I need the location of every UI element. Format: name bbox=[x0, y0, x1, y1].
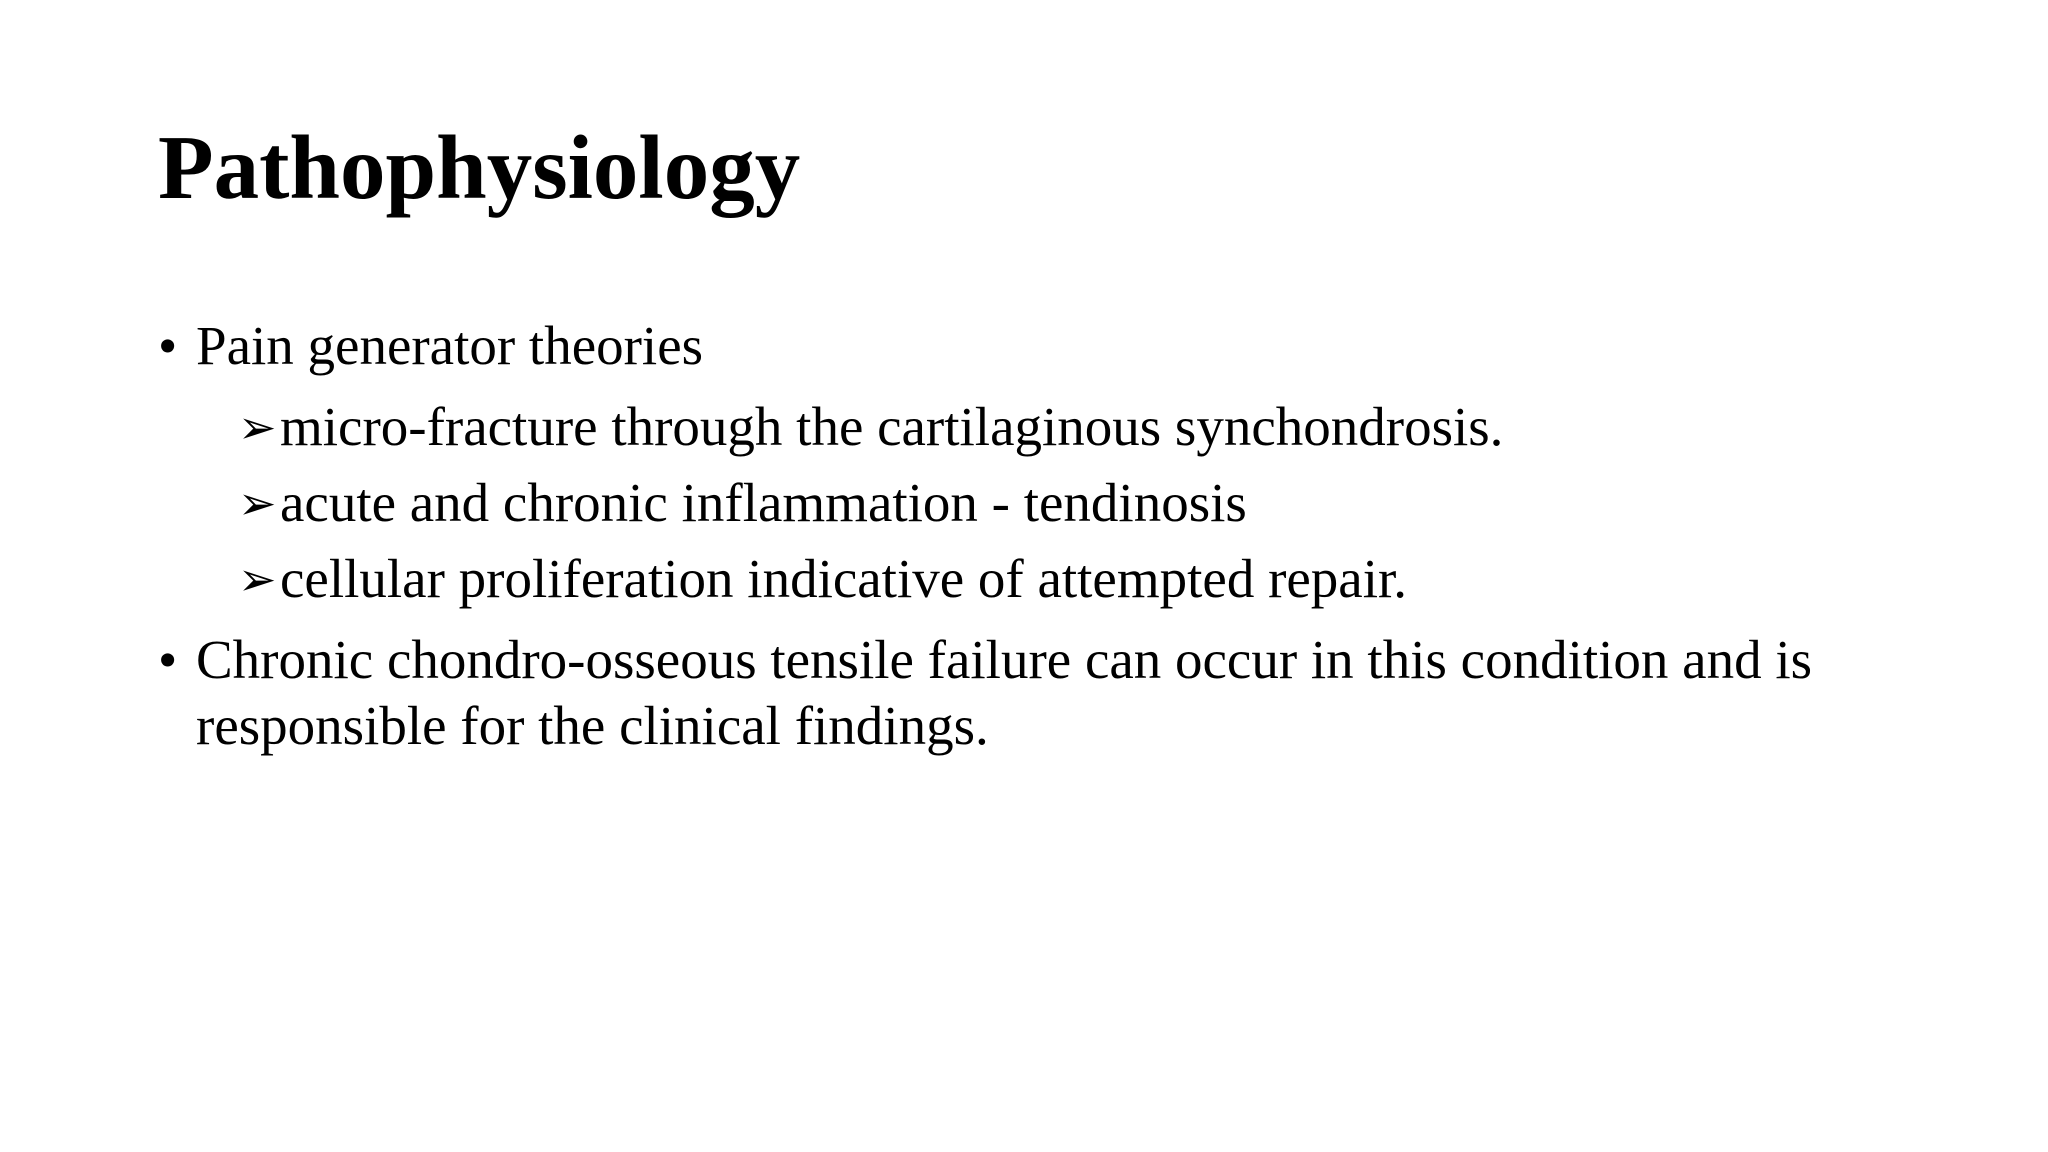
sub-bullet-item bbox=[158, 389, 1898, 465]
bullet-text: Chronic chondro-osseous tensile failure can occur in this condition and is responsible for the clinical findings. bbox=[196, 629, 1813, 756]
sub-bullet-text: micro-fracture through the cartilaginous synchondrosis. bbox=[280, 396, 1504, 457]
sub-bullet-item bbox=[158, 465, 1898, 541]
bullet-item bbox=[158, 627, 1898, 759]
bullet-marker: • bbox=[158, 315, 178, 376]
slide-title: Pathophysiology bbox=[158, 117, 801, 218]
sub-bullet-text: cellular proliferation indicative of attempted repair. bbox=[280, 548, 1408, 609]
bullet-item bbox=[158, 313, 1898, 379]
slide-content bbox=[158, 313, 1898, 769]
arrow-bullet-icon: ➢ bbox=[238, 552, 277, 606]
arrow-bullet-icon: ➢ bbox=[238, 476, 277, 530]
sub-bullet-list bbox=[158, 389, 1898, 617]
arrow-bullet-icon: ➢ bbox=[238, 400, 277, 454]
sub-bullet-item bbox=[158, 541, 1898, 617]
bullet-marker: • bbox=[158, 629, 178, 690]
bullet-text: Pain generator theories bbox=[196, 315, 704, 376]
sub-bullet-text: acute and chronic inflammation - tendinosis bbox=[280, 472, 1247, 533]
